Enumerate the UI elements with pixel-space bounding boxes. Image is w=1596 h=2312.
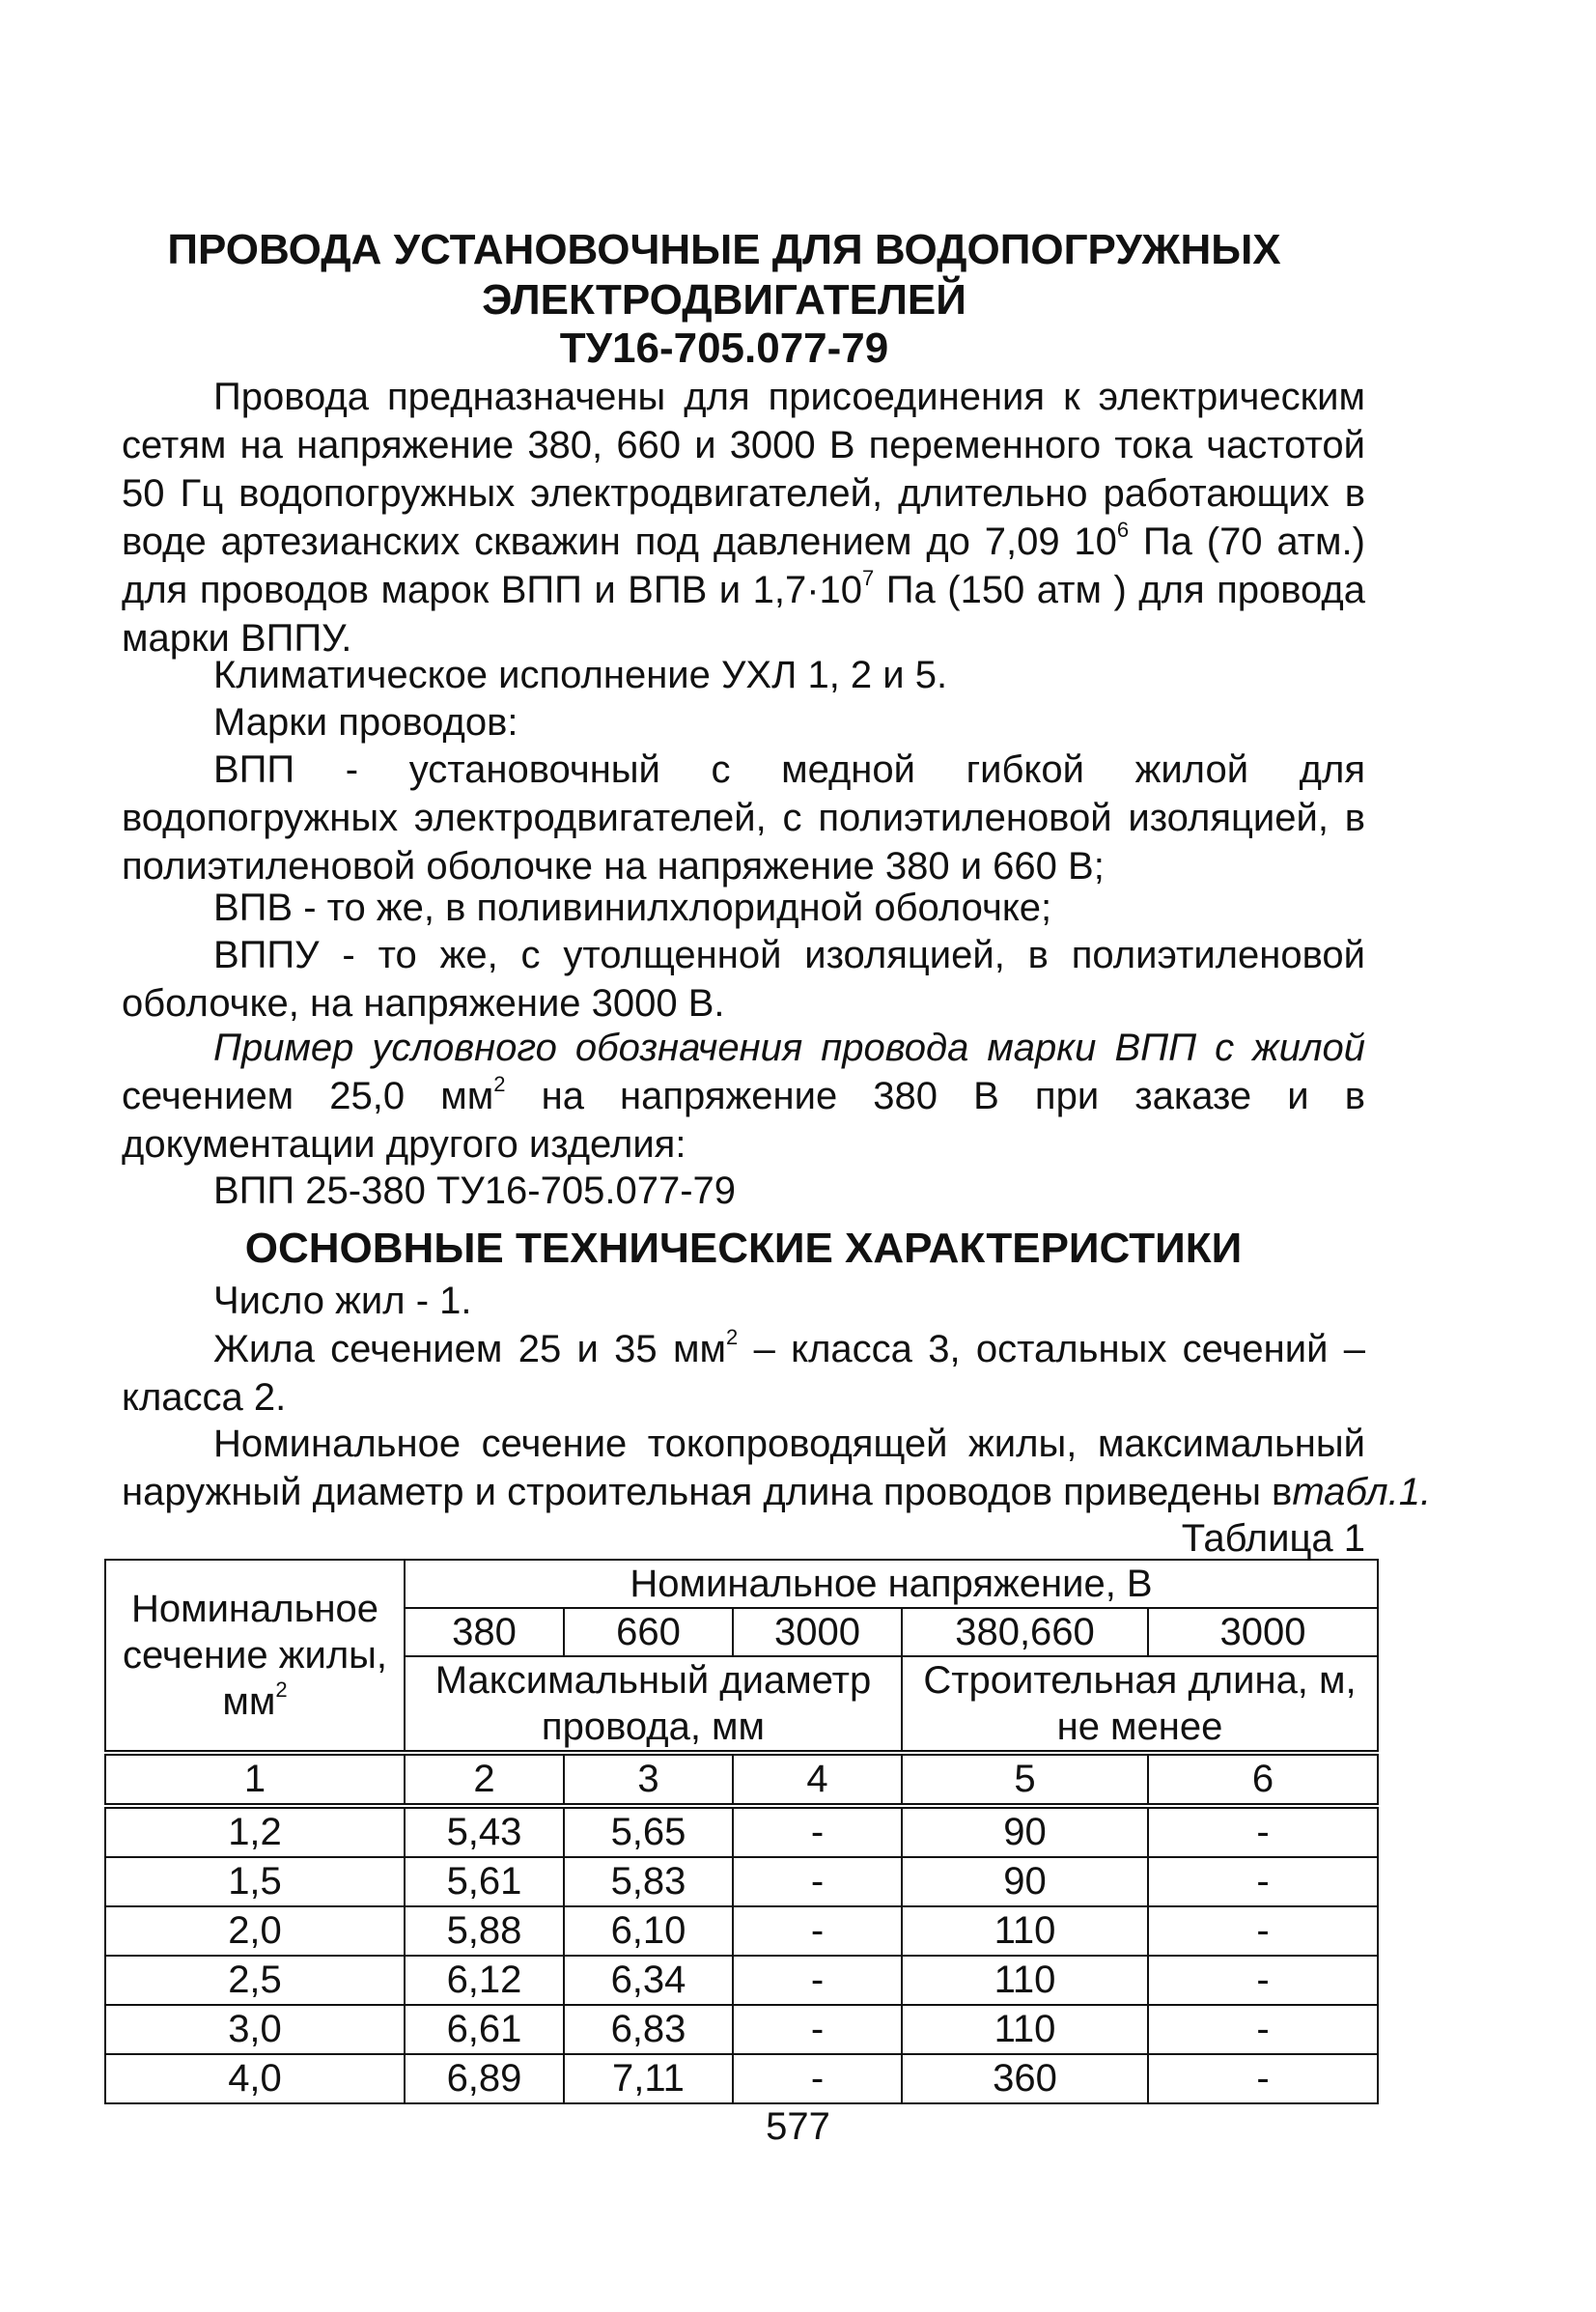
table-row [105,1956,1378,2005]
table-cell: - [1148,1956,1378,2005]
diameter-header: Максимальный диаметр провода, мм [405,1656,902,1753]
title-line-3: ТУ16-705.077-79 [559,324,889,372]
table-cell: - [733,1857,902,1906]
column-number-row [105,1753,1378,1806]
brands-label: Марки проводов: [213,701,518,744]
intro-sup-a: 6 [1116,518,1130,542]
table-cell: 110 [902,1906,1148,1956]
cores-paragraph: Число жил - 1. [213,1280,472,1322]
voltage-header: Номинальное напряжение, В [405,1560,1378,1608]
table-cell: 3,0 [105,2005,405,2054]
col-number: 4 [733,1753,902,1806]
table-cell: 5,61 [405,1857,564,1906]
table-row [105,1906,1378,1956]
page-number: 577 [766,2105,830,2148]
table-cell: 110 [902,2005,1148,2054]
col1-header-text: Номинальное сечение жилы, мм [122,1588,388,1723]
class-text-a: Жила сечением 25 и 35 мм [213,1328,726,1370]
table-cell: 7,11 [564,2054,733,2103]
example-italic: Пример условного обозначения провода марки ВПП с жилой [213,1027,1365,1069]
length-header: Строительная длина, м, не менее [902,1656,1378,1753]
table-cell: 6,83 [564,2005,733,2054]
section-title: ОСНОВНЫЕ ТЕХНИЧЕСКИЕ ХАРАКТЕРИСТИКИ [244,1225,1243,1272]
table-row [105,1857,1378,1906]
voltage-3000-a: 3000 [733,1608,902,1656]
table-cell: 90 [902,1806,1148,1857]
voltage-380: 380 [405,1608,564,1656]
table-cell: - [1148,2054,1378,2103]
title-line-2: ЭЛЕКТРОДВИГАТЕЛЕЙ [482,276,966,324]
vppu-paragraph: ВППУ - то же, с утолщенной изоляцией, в полиэтиленовой оболочке, на напряжение 3000 В. [122,934,1365,1025]
example-text-a: сечением 25,0 мм [122,1075,494,1117]
table-cell: - [1148,1857,1378,1906]
col-number: 5 [902,1753,1148,1806]
example-code: ВПП 25-380 ТУ16-705.077-79 [213,1170,737,1212]
table-cell: 1,2 [105,1806,405,1857]
example-text-b: на напряжение 380 В при заказе и в документации другого изделия: [122,1075,1365,1166]
table-cell: 2,5 [105,1956,405,2005]
title-line-1: ПРОВОДА УСТАНОВОЧНЫЕ ДЛЯ ВОДОПОГРУЖНЫХ [167,226,1281,273]
example-paragraph [122,1024,1365,1169]
table-header-row-1 [105,1560,1378,1608]
class-paragraph [122,1325,1365,1422]
intro-paragraph [122,373,1365,663]
table-cell: - [733,1956,902,2005]
intro-text-a: Провода предназначены для присоединения к электрическим сетям на напряжение 380, 660 и 3000 В переменного тока частотой 50 Гц водопогружных электродвигателей, длительно работающих в воде артезианских скважин под давлением до 7,09 10 [122,376,1365,563]
table-cell: 6,61 [405,2005,564,2054]
table-cell: 5,65 [564,1806,733,1857]
table-cell: - [733,2054,902,2103]
climate-paragraph: Климатическое исполнение УХЛ 1, 2 и 5. [213,654,948,696]
table-cell: - [733,1806,902,1857]
vpp-paragraph: ВПП - установочный с медной гибкой жилой для водопогружных электродвигателей, с полиэтиленовой изоляцией, в полиэтиленовой оболочке на напряжение 380 и 660 В; [122,748,1365,888]
table-cell: - [733,2005,902,2054]
table-cell: 1,5 [105,1857,405,1906]
table-cell: - [1148,1906,1378,1956]
example-sup: 2 [493,1072,506,1096]
table-cell: 5,43 [405,1806,564,1857]
voltage-660: 660 [564,1608,733,1656]
spec-table [104,1559,1379,2104]
vpv-paragraph: ВПВ - то же, в поливинилхлоридной оболочке; [213,887,1052,929]
intro-sup-b: 7 [862,566,875,590]
table-cell: - [733,1906,902,1956]
table-cell: 360 [902,2054,1148,2103]
intro-text-c: Па (150 атм ) для провода марки ВППУ. [122,569,1365,660]
class-text-b: – класса 3, остальных сечений – класса 2. [122,1328,1365,1419]
col-number: 3 [564,1753,733,1806]
table-cell: 6,89 [405,2054,564,2103]
intro-text-b: Па (70 атм.) для проводов марок ВПП и ВПВ и 1,7·10 [122,521,1365,611]
table-row [105,2005,1378,2054]
table-row [105,2054,1378,2103]
voltage-380-660: 380,660 [902,1608,1148,1656]
col1-header-sup: 2 [275,1678,288,1702]
table-cell: 6,10 [564,1906,733,1956]
table-cell: 110 [902,1956,1148,2005]
table-cell: 90 [902,1857,1148,1906]
table-caption-row [122,1514,1365,1563]
col1-header [105,1560,405,1753]
table-cell: 5,88 [405,1906,564,1956]
table-ref: табл.1. [1292,1471,1432,1513]
table-row [105,1806,1378,1857]
voltage-3000-b: 3000 [1148,1608,1378,1656]
table-cell: - [1148,2005,1378,2054]
table-cell: 6,12 [405,1956,564,2005]
col-number: 2 [405,1753,564,1806]
table-cell: 2,0 [105,1906,405,1956]
col-number: 6 [1148,1753,1378,1806]
col-number: 1 [105,1753,405,1806]
table-cell: - [1148,1806,1378,1857]
nominal-paragraph: Номинальное сечение токопроводящей жилы, максимальный наружный диаметр и строительная длина проводов приведены в [122,1423,1365,1513]
table-caption: Таблица 1 [1181,1517,1365,1560]
class-sup: 2 [726,1325,739,1349]
table-cell: 5,83 [564,1857,733,1906]
table-cell: 4,0 [105,2054,405,2103]
table-cell: 6,34 [564,1956,733,2005]
